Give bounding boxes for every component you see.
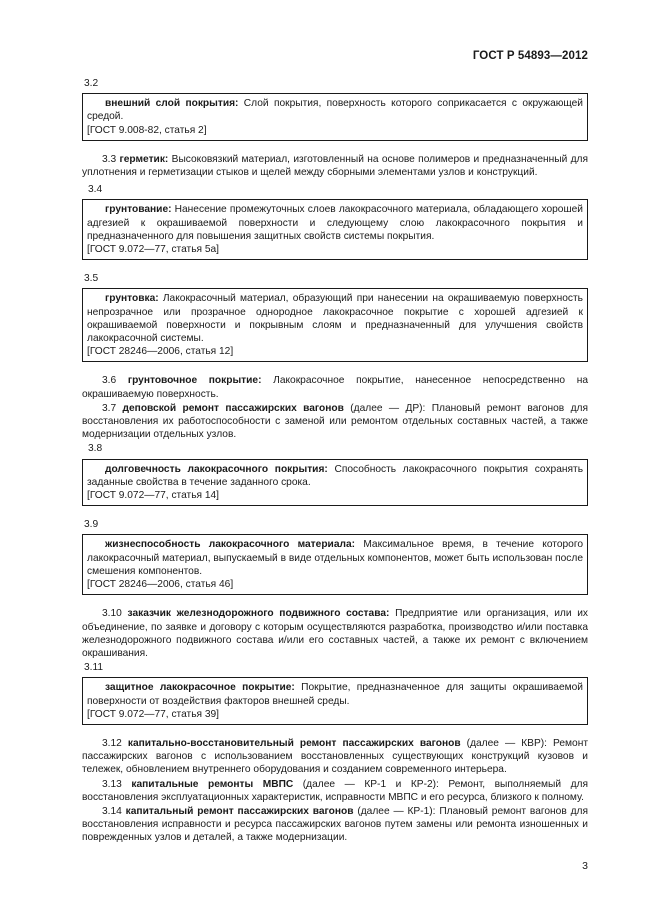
term-text: Высоковязкий материал, изготовленный на основе полимеров и предназначенный для уплотнения и герметизации стыков и щелей между сборными элементами узлов и конструкций.	[82, 153, 588, 179]
term-text: (далее — КР-1 и КР-2): Ремонт, выполняемый для восстановления эксплуатационных характеристик, исправности МВПС и его ресурса, близкого к полному.	[82, 778, 588, 803]
term-title: жизнеспособность лакокрасочного материала:	[105, 539, 356, 551]
term-definition	[87, 681, 583, 707]
term-text: (далее — КВР): Ремонт пассажирских вагонов с использованием восстановленных существующих конструкций кузовов и тележек, обновлением внутреннего оборудования и созданием современного интерьера.	[82, 737, 589, 776]
term-reference: [ГОСТ 9.008-82, статья 2]	[87, 124, 207, 136]
term-number: 3.13	[102, 778, 132, 790]
term-definition	[87, 203, 583, 243]
term-number: 3.5	[84, 273, 99, 285]
term-paragraph-3-12	[82, 737, 588, 777]
term-title: долговечность лакокрасочного покрытия:	[105, 463, 328, 475]
term-title: капитальные ремонты МВПС	[131, 778, 294, 790]
term-number: 3.11	[84, 662, 104, 674]
term-definition	[87, 97, 583, 123]
term-box-3-11	[82, 677, 588, 725]
term-number: 3.10	[102, 608, 128, 620]
term-reference: [ГОСТ 28246—2006, статья 46]	[87, 579, 234, 591]
term-title: внешний слой покрытия:	[105, 98, 239, 110]
term-text: Максимальное время, в течение которого лакокрасочный материал, выпускаемый в виде отдельных компонентов, может быть использован после смешения компонентов.	[87, 539, 584, 577]
term-title: герметик:	[119, 153, 169, 165]
term-number: 3.3	[102, 153, 120, 165]
term-reference: [ГОСТ 9.072—77, статья 5а]	[87, 244, 220, 256]
term-box-3-4	[82, 199, 588, 260]
term-title: заказчик железнодорожного подвижного состава:	[127, 608, 390, 620]
term-title: капитально-восстановительный ремонт пассажирских вагонов	[127, 737, 461, 749]
term-number: 3.14	[102, 805, 126, 817]
term-title: защитное лакокрасочное покрытие:	[105, 682, 295, 694]
term-box-3-9	[82, 534, 588, 595]
term-reference: [ГОСТ 28246—2006, статья 12]	[87, 346, 234, 358]
term-text: Способность лакокрасочного покрытия сохранять заданные свойства в течение заданного срока.	[87, 463, 583, 488]
term-text: Покрытие, предназначенное для защиты окрашиваемой поверхности от воздействия факторов внешней среды.	[87, 682, 584, 707]
term-number: 3.4	[88, 184, 103, 196]
term-text: Предприятие или организация, или их объединение, по заявке и договору с которым осуществляются разработка, производство и/или поставка железнодорожного подвижного состава и/или его составных частей, а также их ремонт с включением окрашивания.	[82, 608, 588, 659]
term-number: 3.6	[102, 375, 128, 387]
term-number: 3.2	[84, 78, 99, 89]
term-text: (далее — ДР): Плановый ремонт вагонов для восстановления их работоспособности с заменой или ремонтом отдельных составных частей, а также модернизации отдельных узлов.	[82, 402, 588, 441]
term-text: Слой покрытия, поверхность которого соприкасается с окружающей средой.	[87, 98, 583, 123]
term-paragraph-3-3	[82, 153, 588, 179]
term-text: Лакокрасочное покрытие, нанесенное непосредственно на окрашиваемую поверхность.	[82, 375, 589, 400]
term-paragraph-3-7	[82, 402, 588, 442]
term-box-3-8	[82, 459, 588, 507]
terms-section	[82, 77, 588, 846]
term-reference: [ГОСТ 9.072—77, статья 14]	[87, 490, 220, 502]
term-number: 3.7	[102, 402, 123, 414]
term-paragraph-3-13	[82, 778, 588, 804]
term-reference: [ГОСТ 9.072—77, статья 39]	[87, 708, 220, 720]
term-paragraph-3-6	[82, 374, 588, 400]
term-title: капитальный ремонт пассажирских вагонов	[125, 805, 354, 817]
term-text: (далее — КР-1): Плановый ремонт вагонов для восстановления исправности и ресурса пассажирских вагонов путем замены или ремонта изношенных и поврежденных узлов и деталей, а также модернизации.	[82, 805, 588, 844]
term-number: 3.8	[88, 443, 103, 455]
term-paragraph-3-10	[82, 607, 588, 660]
term-text: Нанесение промежуточных слоев лакокрасочного материала, обладающего хорошей адгезией к окрашиваемой поверхности и следующему слою лакокрасочного покрытия и предназначенного для повышения защитных свойств системы покрытия.	[87, 204, 583, 242]
term-number: 3.9	[84, 519, 99, 531]
term-box-3-5	[82, 288, 588, 362]
term-title: грунтовочное покрытие:	[127, 375, 262, 387]
term-title: грунтовка:	[105, 293, 159, 305]
document-code-header: ГОСТ Р 54893—2012	[472, 50, 588, 62]
term-text: Лакокрасочный материал, образующий при нанесении на окрашиваемую поверхность непрозрачное или прозрачное однородное лакокрасочное покрытие с хорошей адгезией к окрашиваемой поверхности и покрывным слоям и предназначенный для улучшения свойств лакокрасочной системы.	[87, 293, 583, 345]
term-paragraph-3-14	[82, 805, 588, 845]
term-title: деповской ремонт пассажирских вагонов	[122, 402, 344, 414]
term-definition	[87, 463, 583, 489]
term-title: грунтование:	[105, 204, 172, 216]
term-box-3-2	[82, 93, 588, 141]
term-number: 3.12	[102, 737, 128, 749]
term-definition	[87, 292, 583, 345]
term-definition	[87, 538, 583, 578]
page-number: 3	[582, 860, 588, 872]
